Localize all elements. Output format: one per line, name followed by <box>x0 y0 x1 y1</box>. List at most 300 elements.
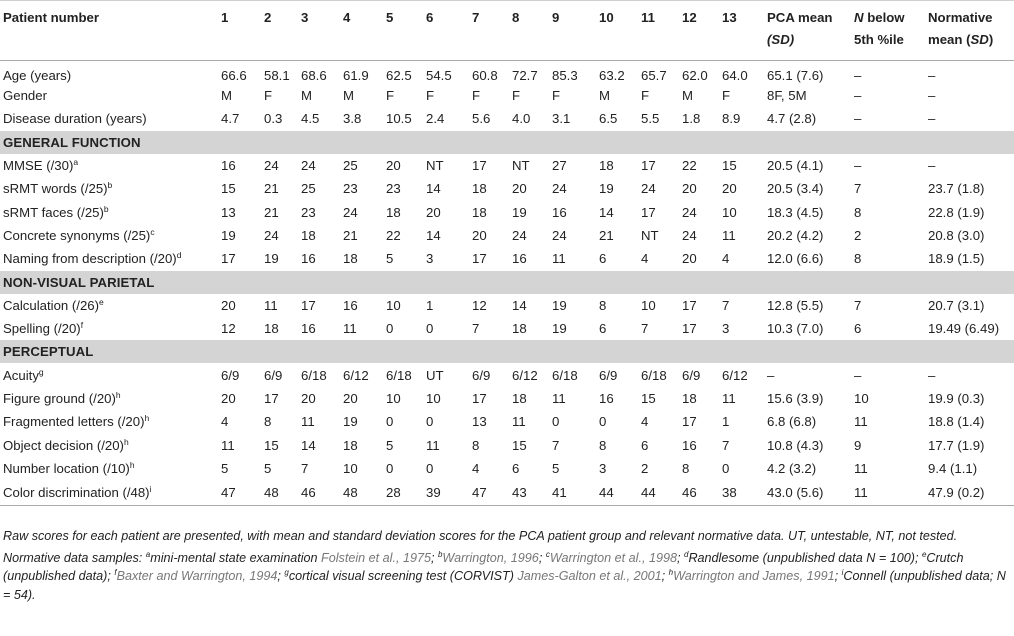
patient-score-cell: 7 <box>722 437 730 453</box>
row-footnote-marker: b <box>103 203 109 214</box>
patient-score-cell: 16 <box>301 251 316 267</box>
patient-score-cell: 62.0 <box>682 67 708 83</box>
n-below-cell: – <box>854 67 862 83</box>
footnote-marker: g <box>284 568 289 577</box>
patient-score-cell: 0 <box>722 461 730 477</box>
citation-link[interactable]: Baxter and Warrington, 1994 <box>116 569 278 583</box>
citation-link[interactable]: James-Galton et al., 2001 <box>517 569 662 583</box>
normative-mean-cell: – <box>928 367 936 383</box>
row-label: Concrete synonyms (/25) <box>3 228 151 244</box>
patient-score-cell: 17 <box>301 297 316 313</box>
patient-score-cell: 11 <box>512 414 526 430</box>
patient-score-cell: 12 <box>472 297 487 313</box>
patient-score-cell: 6 <box>599 251 607 267</box>
patient-score-cell: 6/9 <box>221 367 240 383</box>
normative-mean-cell: 18.9 (1.5) <box>928 251 985 267</box>
row-label: Color discrimination (/48) <box>3 485 150 501</box>
patient-score-cell: F <box>641 88 650 104</box>
row-footnote-marker: f <box>80 320 84 331</box>
footnote-text: Normative data samples: <box>3 550 146 565</box>
patient-score-cell: 11 <box>552 251 566 267</box>
pca-mean-cell: 15.6 (3.9) <box>767 390 824 406</box>
patient-score-cell: 5.6 <box>472 111 491 127</box>
table-row <box>0 294 1014 317</box>
header-patient-id: 13 <box>722 1 767 61</box>
row-footnote-marker: g <box>38 366 44 377</box>
patient-score-cell: 6/18 <box>641 367 667 383</box>
table-row <box>0 387 1014 410</box>
row-label: Age (years) <box>3 67 72 83</box>
patient-score-cell: F <box>472 88 481 104</box>
patient-score-cell: 15 <box>264 437 279 453</box>
patient-score-cell: 7 <box>552 437 560 453</box>
patient-score-cell: 8 <box>472 437 480 453</box>
row-footnote-marker: h <box>144 413 150 424</box>
patient-score-cell: F <box>426 88 435 104</box>
pca-mean-cell: 20.5 (4.1) <box>767 157 824 173</box>
patient-score-cell: M <box>343 88 354 104</box>
patient-score-cell: 17 <box>682 414 697 430</box>
n-below-cell: 10 <box>854 390 869 406</box>
patient-score-cell: 18 <box>301 228 316 244</box>
patient-score-cell: 21 <box>264 204 279 220</box>
patient-score-cell: 10 <box>386 390 401 406</box>
normative-mean-cell: 20.8 (3.0) <box>928 228 985 244</box>
footnote-marker: d <box>684 549 689 559</box>
patient-score-cell: 20 <box>343 390 358 406</box>
row-label: MMSE (/30) <box>3 157 74 173</box>
header-normative-mean <box>928 1 1014 61</box>
patient-score-cell: 8 <box>682 461 690 477</box>
patient-score-cell: 20 <box>682 181 697 197</box>
n-below-cell: – <box>854 157 862 173</box>
patient-score-cell: 24 <box>682 204 697 220</box>
row-footnote-marker: c <box>150 227 155 238</box>
patient-score-cell: 3.1 <box>552 111 571 127</box>
patient-score-cell: 27 <box>552 157 567 173</box>
footnote-text: Randlesome (unpublished data N = 100); <box>688 550 922 565</box>
header-patient-id: 7 <box>472 1 512 61</box>
citation-link[interactable]: Warrington, 1996 <box>442 550 539 565</box>
patient-score-cell: 24 <box>512 228 527 244</box>
normative-mean-cell: – <box>928 111 936 127</box>
pca-mean-cell: 65.1 (7.6) <box>767 67 824 83</box>
patient-score-cell: 24 <box>264 228 279 244</box>
footnote-text: ; <box>277 569 285 583</box>
row-label-cell <box>0 457 221 480</box>
patient-score-cell: 19 <box>599 181 614 197</box>
footnote-marker: e <box>921 549 927 559</box>
patient-score-cell: 6/9 <box>472 367 491 383</box>
footnote-text: Crutch (unpublished data); <box>3 550 964 583</box>
patient-score-cell: 6/12 <box>512 367 538 383</box>
patient-score-cell: 6/12 <box>722 367 748 383</box>
pca-mean-cell: 4.2 (3.2) <box>767 461 817 477</box>
patient-score-cell: 0 <box>552 414 560 430</box>
patient-score-cell: M <box>221 88 232 104</box>
header-patient-id: 2 <box>264 1 301 61</box>
footnote-marker: i <box>841 568 844 577</box>
patient-score-cell: 8 <box>599 437 607 453</box>
table-row <box>0 84 1014 107</box>
patient-score-cell: 8 <box>599 297 607 313</box>
patient-score-cell: 4 <box>221 414 229 430</box>
n-below-cell: 11 <box>854 414 868 430</box>
patient-score-cell: 0.3 <box>264 111 283 127</box>
patient-score-cell: 19 <box>552 321 567 337</box>
patient-score-cell: 16 <box>599 390 614 406</box>
patient-score-cell: 11 <box>722 228 736 244</box>
patient-score-cell: 24 <box>682 228 697 244</box>
n-below-cell: 9 <box>854 437 862 453</box>
row-footnote-marker: h <box>123 436 129 447</box>
n-below-cell: – <box>854 367 862 383</box>
row-footnote-marker: d <box>176 250 182 261</box>
header-normative-suffix: ) <box>988 32 994 47</box>
header-patient-id: 1 <box>221 1 264 61</box>
patient-score-cell: 24 <box>552 228 567 244</box>
header-normative-line1: Normative <box>928 10 993 25</box>
row-label: Calculation (/26) <box>3 297 100 313</box>
row-label-cell <box>0 387 221 410</box>
patient-score-cell: 7 <box>472 321 480 337</box>
table-row <box>0 410 1014 433</box>
patient-score-cell: 62.5 <box>386 67 412 83</box>
row-footnote-marker: i <box>149 484 152 495</box>
patient-score-cell: 11 <box>343 321 357 337</box>
patient-score-cell: 4.0 <box>512 111 531 127</box>
patient-score-cell: 19 <box>552 297 567 313</box>
row-label-cell <box>0 247 221 270</box>
patient-score-cell: 6/18 <box>301 367 327 383</box>
patient-score-cell: 0 <box>426 321 434 337</box>
patient-score-cell: 2 <box>641 461 649 477</box>
patient-score-cell: 15 <box>722 157 737 173</box>
patient-score-cell: 23 <box>386 181 401 197</box>
patient-score-cell: 23 <box>301 204 316 220</box>
patient-score-cell: 0 <box>426 414 434 430</box>
patient-score-cell: 18 <box>599 157 614 173</box>
patient-score-cell: 21 <box>264 181 279 197</box>
section-header-row <box>0 271 1014 294</box>
patient-score-cell: 15 <box>512 437 527 453</box>
patient-score-cell: 11 <box>552 390 566 406</box>
patient-score-cell: 1.8 <box>682 111 701 127</box>
patient-score-cell: 6/18 <box>386 367 412 383</box>
patient-score-cell: 58.1 <box>264 67 290 83</box>
patient-score-cell: 5 <box>386 437 394 453</box>
patient-score-cell: 54.5 <box>426 67 452 83</box>
patient-score-cell: 24 <box>301 157 316 173</box>
patient-score-cell: 17 <box>641 157 656 173</box>
header-pca-mean <box>767 1 854 61</box>
table-row <box>0 154 1014 177</box>
patient-score-cell: 24 <box>343 204 358 220</box>
section-title: PERCEPTUAL <box>0 340 1014 363</box>
table-row <box>0 200 1014 223</box>
patient-score-cell: 20 <box>512 181 527 197</box>
n-below-cell: 11 <box>854 461 868 477</box>
citation-link[interactable]: Folstein et al., 1975 <box>321 550 431 565</box>
citation-link[interactable]: Warrington and James, 1991 <box>673 569 835 583</box>
patient-score-cell: 17 <box>264 390 279 406</box>
patient-score-cell: M <box>599 88 610 104</box>
footnote-text: ; <box>661 569 669 583</box>
patient-score-cell: 11 <box>722 390 736 406</box>
header-pca-mean-line2: (SD) <box>767 32 795 47</box>
patient-score-cell: 43 <box>512 480 552 506</box>
patient-score-cell: 7 <box>301 461 309 477</box>
patient-score-cell: 11 <box>264 297 278 313</box>
patient-score-cell: 20 <box>386 157 401 173</box>
patient-score-cell: 14 <box>512 297 527 313</box>
patient-score-cell: 5 <box>386 251 394 267</box>
patient-score-cell: 14 <box>301 437 316 453</box>
patient-score-cell: 44 <box>641 480 682 506</box>
row-label: Acuity <box>3 367 39 383</box>
patient-score-cell: 16 <box>682 437 697 453</box>
patient-score-cell: 5 <box>221 461 229 477</box>
footnote-normative-sources <box>3 549 1011 605</box>
patient-score-cell: 4.7 <box>221 111 240 127</box>
patient-score-cell: 17 <box>472 251 487 267</box>
footnote-marker: a <box>145 549 151 559</box>
patient-score-cell: 18 <box>472 204 487 220</box>
header-patient-id: 11 <box>641 1 682 61</box>
table-row <box>0 363 1014 386</box>
patient-score-cell: 3 <box>722 321 730 337</box>
patient-score-cell: 18 <box>472 181 487 197</box>
patient-score-cell: 2.4 <box>426 111 445 127</box>
n-below-cell: 7 <box>854 181 862 197</box>
row-label: Naming from description (/20) <box>3 251 177 267</box>
patient-score-cell: 13 <box>472 414 487 430</box>
patient-score-cell: NT <box>426 157 444 173</box>
patient-score-cell: 18 <box>682 390 697 406</box>
patient-score-cell: 0 <box>386 461 394 477</box>
section-header-row <box>0 340 1014 363</box>
table-footnotes <box>3 527 1011 607</box>
patient-score-cell: 20 <box>426 204 441 220</box>
patient-score-cell: 14 <box>599 204 614 220</box>
patient-score-cell: 19 <box>343 414 358 430</box>
patient-score-cell: 20 <box>722 181 737 197</box>
patient-score-cell: 66.6 <box>221 67 247 83</box>
row-footnote-marker: h <box>115 389 121 400</box>
header-patient-id: 9 <box>552 1 599 61</box>
row-footnote-marker: a <box>73 156 79 167</box>
patient-score-cell: 0 <box>386 321 394 337</box>
normative-mean-cell: 23.7 (1.8) <box>928 181 985 197</box>
patient-score-cell: 4 <box>472 461 480 477</box>
patient-score-cell: 11 <box>301 414 315 430</box>
patient-score-cell: 20 <box>221 390 236 406</box>
footnote-description: Raw scores for each patient are presented, with mean and standard deviation scores for the PCA patient group and relevant normative data. UT, untestable, NT, not tested. <box>3 529 958 543</box>
patient-score-cell: 22 <box>386 228 401 244</box>
row-footnote-marker: b <box>107 180 113 191</box>
row-label-cell <box>0 200 221 223</box>
footnote-marker: h <box>668 568 674 577</box>
patient-score-cell: 61.9 <box>343 67 369 83</box>
footnote-marker: c <box>545 549 550 559</box>
patient-score-cell: 16 <box>512 251 527 267</box>
patient-score-cell: 44 <box>599 480 641 506</box>
patient-score-cell: UT <box>426 367 444 383</box>
footnote-text: mini-mental state examination <box>150 550 322 565</box>
row-label: sRMT faces (/25) <box>3 204 104 220</box>
normative-mean-cell: 19.9 (0.3) <box>928 390 985 406</box>
patient-score-cell: 48 <box>343 480 386 506</box>
table-row <box>0 457 1014 480</box>
patient-score-cell: 23 <box>343 181 358 197</box>
pca-mean-cell: 10.3 (7.0) <box>767 321 824 337</box>
table-row <box>0 224 1014 247</box>
patient-score-cell: 68.6 <box>301 67 327 83</box>
patient-score-cell: 24 <box>552 181 567 197</box>
patient-score-cell: 15 <box>641 390 656 406</box>
patient-score-cell: 18 <box>386 204 401 220</box>
table-row <box>0 434 1014 457</box>
footnote-marker: b <box>437 549 443 559</box>
row-label-cell <box>0 480 221 506</box>
patient-score-cell: 6 <box>599 321 607 337</box>
footnote-text: ; <box>538 550 546 565</box>
header-patient-id: 5 <box>386 1 426 61</box>
patient-score-cell: F <box>552 88 561 104</box>
row-label-cell <box>0 61 221 84</box>
patient-score-cell: NT <box>512 157 530 173</box>
patient-score-cell: 10 <box>641 297 656 313</box>
patient-score-cell: 14 <box>426 181 441 197</box>
patient-score-cell: 0 <box>599 414 607 430</box>
patient-score-cell: 21 <box>599 228 614 244</box>
header-row <box>0 1 1014 61</box>
patient-score-cell: 10 <box>343 461 358 477</box>
patient-score-cell: 20 <box>472 228 487 244</box>
row-label-cell <box>0 434 221 457</box>
header-normative-sd: SD <box>970 32 989 47</box>
row-label: Figure ground (/20) <box>3 390 116 406</box>
patient-score-cell: 0 <box>386 414 394 430</box>
patient-score-cell: 47 <box>472 480 512 506</box>
patient-score-cell: 28 <box>386 480 426 506</box>
row-label: Object decision (/20) <box>3 437 124 453</box>
footnote-text: ; <box>834 569 842 583</box>
patient-score-cell: 16 <box>343 297 358 313</box>
header-n-below <box>854 1 928 61</box>
patient-score-cell: 16 <box>552 204 567 220</box>
n-below-cell: – <box>854 88 862 104</box>
patient-score-cell: M <box>682 88 693 104</box>
pca-mean-cell: 6.8 (6.8) <box>767 414 817 430</box>
header-n-below-line2: 5th %ile <box>854 32 904 47</box>
patient-score-cell: 4 <box>722 251 730 267</box>
pca-mean-cell: 20.2 (4.2) <box>767 228 824 244</box>
patient-score-cell: 10 <box>722 204 737 220</box>
table-row <box>0 177 1014 200</box>
patient-score-cell: 17 <box>682 297 697 313</box>
patient-score-cell: 7 <box>722 297 730 313</box>
row-label: sRMT words (/25) <box>3 181 108 197</box>
normative-mean-cell: – <box>928 157 936 173</box>
pca-mean-cell: 8F, 5M <box>767 88 807 104</box>
footnote-marker: f <box>114 568 117 577</box>
patient-score-cell: 17 <box>641 204 656 220</box>
citation-link[interactable]: Warrington et al., 1998 <box>549 550 677 565</box>
patient-score-cell: 18 <box>264 321 279 337</box>
normative-mean-cell: – <box>928 88 936 104</box>
patient-score-cell: NT <box>641 228 659 244</box>
patient-score-cell: 24 <box>264 157 279 173</box>
patient-score-cell: 38 <box>722 480 767 506</box>
row-label-cell <box>0 294 221 317</box>
patient-score-cell: 6/9 <box>599 367 618 383</box>
header-patient-id: 6 <box>426 1 472 61</box>
patient-score-cell: 18 <box>512 321 527 337</box>
patient-score-cell: F <box>512 88 521 104</box>
patient-score-cell: 5 <box>264 461 272 477</box>
pca-mean-cell: 12.0 (6.6) <box>767 251 824 267</box>
patient-score-cell: 63.2 <box>599 67 625 83</box>
patient-score-cell: 7 <box>641 321 649 337</box>
patient-score-cell: 25 <box>301 181 316 197</box>
table-row <box>0 247 1014 270</box>
pca-mean-cell: 10.8 (4.3) <box>767 437 824 453</box>
header-pca-mean-line1: PCA mean <box>767 10 833 25</box>
patient-score-cell: 20 <box>221 297 236 313</box>
patient-score-cell: 18 <box>343 437 358 453</box>
patient-score-cell: 46 <box>301 480 343 506</box>
patient-score-cell: 41 <box>552 480 599 506</box>
patient-score-cell: 1 <box>722 414 730 430</box>
normative-mean-cell: 20.7 (3.1) <box>928 297 985 313</box>
patient-score-cell: 48 <box>264 480 301 506</box>
patient-score-cell: 4 <box>641 414 649 430</box>
row-label: Spelling (/20) <box>3 321 81 337</box>
patient-score-cell: F <box>386 88 395 104</box>
row-footnote-marker: e <box>99 296 104 307</box>
n-below-cell: 8 <box>854 251 862 267</box>
footnote-text: cortical visual screening test (CORVIST) <box>288 569 518 583</box>
patient-score-cell: 17 <box>472 390 487 406</box>
header-patient-id: 4 <box>343 1 386 61</box>
patient-score-cell: 24 <box>641 181 656 197</box>
pca-mean-cell: 4.7 (2.8) <box>767 111 817 127</box>
patient-score-cell: 6/12 <box>343 367 369 383</box>
patient-score-cell: 6/18 <box>552 367 578 383</box>
patient-score-cell: 19 <box>264 251 279 267</box>
patient-score-cell: 64.0 <box>722 67 748 83</box>
row-label: Gender <box>3 88 47 104</box>
table-body <box>0 61 1014 506</box>
patient-score-cell: 3 <box>599 461 607 477</box>
patient-score-cell: 10.5 <box>386 111 412 127</box>
patient-score-cell: 18 <box>343 251 358 267</box>
patient-score-cell: 46 <box>682 480 722 506</box>
patient-score-cell: 6/9 <box>264 367 283 383</box>
patient-score-cell: 3 <box>426 251 434 267</box>
patient-score-cell: 12 <box>221 321 236 337</box>
row-label-cell <box>0 177 221 200</box>
patient-score-cell: 25 <box>343 157 358 173</box>
header-n-below-rest: below <box>863 10 905 25</box>
patient-score-cell: 21 <box>343 228 358 244</box>
normative-mean-cell: 22.8 (1.9) <box>928 204 985 220</box>
row-label: Fragmented letters (/20) <box>3 414 145 430</box>
header-n-below-n: N <box>854 10 864 25</box>
table-row <box>0 107 1014 130</box>
patient-score-cell: 17 <box>221 251 236 267</box>
